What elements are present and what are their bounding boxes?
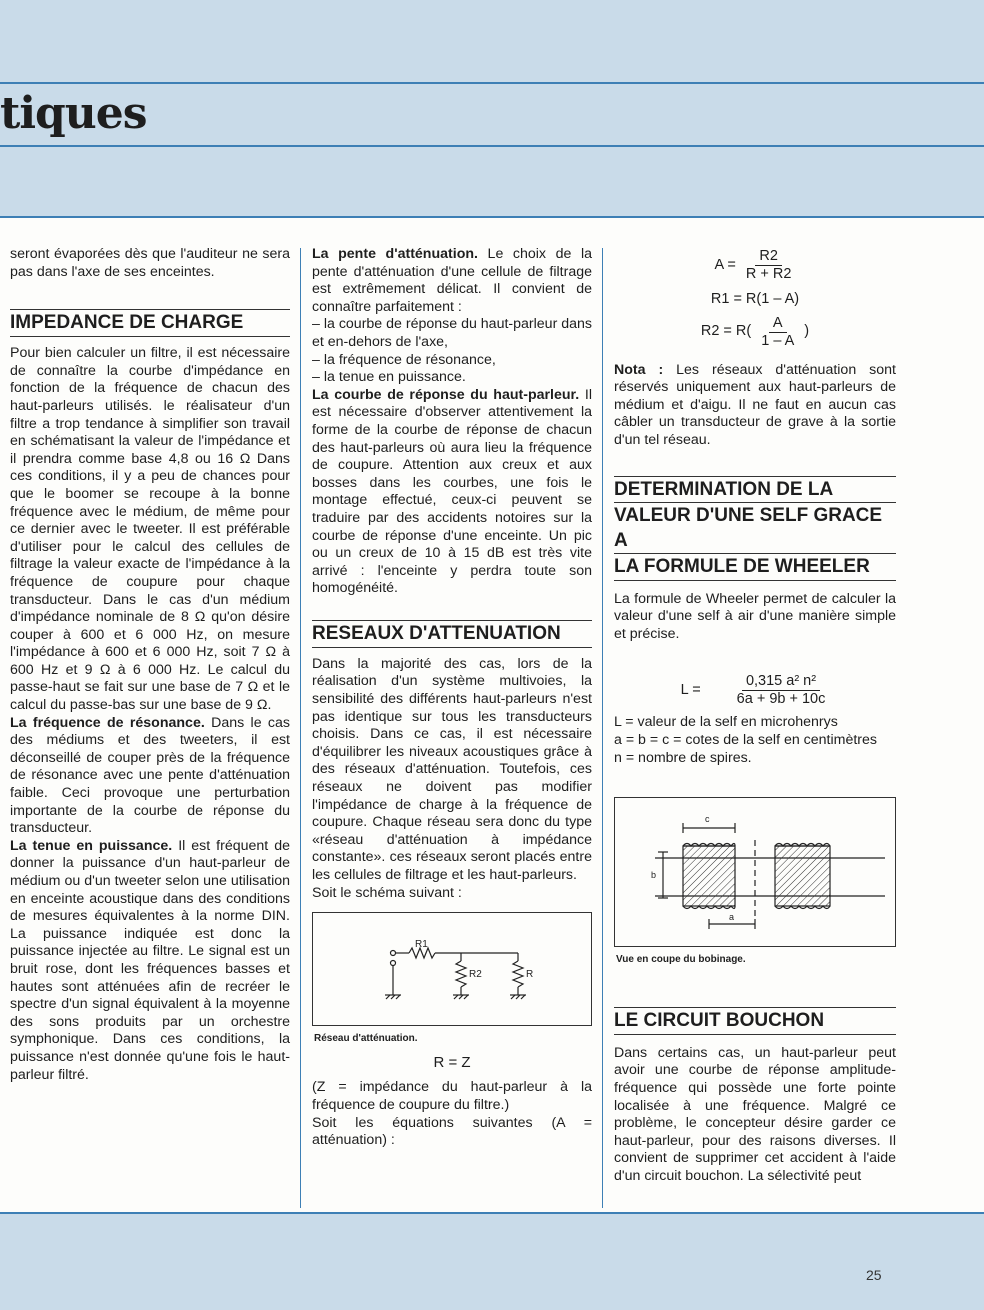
figure-caption-coil: Vue en coupe du bobinage. — [616, 954, 746, 966]
page-number: 25 — [866, 1267, 882, 1283]
equation-r2-numerator: A — [769, 315, 787, 333]
coil-section-figure — [614, 797, 896, 947]
section-heading-line: LA FORMULE DE WHEELER — [614, 555, 870, 577]
header-rule-bottom — [0, 216, 984, 218]
column-3 — [614, 246, 896, 1185]
header-rule-middle — [0, 145, 984, 147]
equation-a-denominator: R + R2 — [745, 266, 792, 282]
lead-pente: La pente d'atténuation. — [312, 246, 478, 262]
section-heading-bouchon: LE CIRCUIT BOUCHON — [614, 1007, 896, 1035]
text-resonance: Dans le cas des médiums et des tweeters, il est déconseillé de couper près de la fréquence de résonance avec une pente d'atténuation faible. Ceci provoque une perturbation importante de la courbe de réponse du transducteur. — [10, 714, 290, 837]
header-rule-top — [0, 82, 984, 84]
equation-r2-rhs: ) — [804, 323, 810, 340]
paragraph-nota — [614, 362, 896, 450]
equation-wheeler-numerator: 0,315 a² n² — [742, 673, 820, 691]
paragraph-bouchon: Dans certains cas, un haut-parleur peut avoir une courbe de réponse amplitude-fréquence qui possède une forte pointe localisée à une fréquence. Malgré ce problème, le concepteur désire garder ce haut-parleur, pour des raisons diverses. Il convient de supprimer cet accident à l'aide d'un circuit bouchon. La sélectivité peut — [614, 1044, 896, 1184]
footer-rule — [0, 1212, 984, 1214]
section-heading-wheeler — [614, 476, 896, 581]
equation-a-fraction — [742, 248, 796, 283]
header-band — [0, 0, 984, 218]
page-title: tiques — [0, 88, 147, 139]
list-item: – la tenue en puissance. — [312, 369, 466, 386]
r-label: R — [526, 969, 534, 981]
definition-abc: a = b = c = cotes de la self en centimètres — [614, 731, 878, 748]
column-2 — [312, 246, 592, 1150]
section-heading-reseaux: RESEAUX D'ATTENUATION — [312, 620, 592, 648]
paragraph-schema: Soit le schéma suivant : — [312, 884, 462, 901]
equation-r2-denominator: 1 – A — [761, 332, 795, 349]
column-separator-1 — [300, 248, 301, 1208]
equation-a — [614, 248, 896, 283]
equation-r2-fraction — [757, 315, 798, 350]
r1-label: R1 — [415, 939, 428, 951]
equation-a-lhs: A = — [714, 256, 736, 273]
attenuation-network-figure — [312, 912, 592, 1026]
attenuation-network-schematic — [313, 913, 591, 1025]
paragraph-z: (Z = impédance du haut-parleur à la fréquence de coupure du filtre.) — [312, 1079, 592, 1113]
section-heading-line: VALEUR D'UNE SELF GRACE A — [614, 503, 896, 554]
equation-r2 — [614, 315, 896, 350]
lead-nota: Nota : — [614, 361, 664, 378]
equation-wheeler-fraction — [733, 673, 830, 708]
coil-dimension-b: b — [651, 870, 657, 881]
text-courbe: Il est nécessaire d'observer attentivement la forme de la courbe de réponse de chacun des haut-parleurs où aura lieu la fréquence de coupure. Attention aux creux et aux bosses dans les courbes, une fois le montage effectué, ceux-ci peuvent se traduire par des accidents notoires sur la courbe de réponse d'une enceinte. Un pic ou un creux de 10 à 15 dB est très vite arrivé : l'enceinte y perdra toute son homogénéité. — [312, 386, 592, 597]
paragraph-equations: Soit les équations suivantes (A = atténuation) : — [312, 1114, 592, 1149]
equation-r1: R1 = R(1 – A) — [710, 291, 800, 307]
column-1 — [10, 246, 290, 1084]
paragraph-puissance — [10, 838, 290, 1084]
lead-resonance: La fréquence de résonance. — [10, 714, 205, 731]
text-nota: Les réseaux d'atténuation sont réservés uniquement aux haut-parleurs de médium et d'aigu. Il ne faut en aucun cas câbler un transducteur de grave à la sortie d'un tel réseau. — [614, 361, 896, 448]
text-puissance: Il est fréquent de donner la puissance d'un haut-parleur de médium ou d'un tweeter selon une utilisation en enceinte acoustique dans des conditions de mesures équivalentes à la norme DIN. La puissance indiquée est donc la puissance injectée au filtre. Le signal est un bruit rose, dont les fréquences basses et hautes sont atténuées afin de recréer le spectre d'un signal équivalent à la moyenne des sons produits par un orchestre symphonique. Dans ces conditions, la puissance n'est donnée qu'une fois le haut-parleur filtré. — [10, 837, 290, 1083]
equation-wheeler — [614, 673, 896, 708]
lead-courbe: La courbe de réponse du haut-parleur. — [312, 386, 580, 403]
lead-puissance: La tenue en puissance. — [10, 837, 173, 854]
figure-caption-attenuation: Réseau d'atténuation. — [314, 1033, 418, 1045]
list-item: – la courbe de réponse du haut-parleur dans et en-dehors de l'axe, — [312, 316, 593, 350]
definition-l: L = valeur de la self en microhenrys — [614, 714, 838, 731]
paragraph-intro: seront évaporées dès que l'auditeur ne sera pas dans l'axe de ses enceintes. — [10, 246, 290, 280]
definition-n: n = nombre de spires. — [614, 749, 752, 766]
r2-label: R2 — [469, 969, 482, 981]
equation-r-z: R = Z — [433, 1053, 471, 1071]
coil-section-drawing — [615, 798, 895, 946]
footer-band — [0, 1214, 984, 1310]
paragraph-courbe — [312, 387, 592, 598]
paragraph-pente — [312, 246, 592, 316]
equation-wheeler-denominator: 6a + 9b + 10c — [736, 691, 826, 708]
coil-dimension-c: c — [705, 814, 710, 825]
paragraph-reseaux: Dans la majorité des cas, lors de la réalisation d'un système multivoies, la sensibilité des différents haut-parleurs n'est pas identique sur tous les transducteurs choisis. Dans ce cas, il est nécessaire d'équilibrer les niveaux acoustiques grâce à des réseaux d'atténuation. Toutefois, ces réseaux ne doivent pas modifier l'impédance de charge à la fréquence de coupure. Chaque réseau sera donc du type «réseau d'atténuation à impédance constante». ces réseaux seront placés entre les cellules de filtrage et les haut-parleurs. — [312, 655, 592, 883]
equation-a-numerator: R2 — [755, 248, 782, 266]
equation-r2-lhs: R2 = R( — [700, 323, 752, 340]
paragraph-impedance: Pour bien calculer un filtre, il est nécessaire de connaître la courbe d'impédance en fonction de la fréquence de chacun des haut-parleurs utilisés. le réalisateur d'un filtre a trop tendance à simplifier son travail en schématisant la valeur de l'impédance et il prendra comme base 4,8 ou 16 Ω Dans ces conditions, il y a peu de chances pour que le boomer se recoupe à la bonne fréquence avec le médium, de même pour ce dernier avec le tweeter. Il est préférable d'utiliser pour le calcul des cellules de filtrage la valeur exacte de l'impédance à la fréquence de coupure pour chaque transducteur. Dans le cas d'un médium d'impédance nominale de 8 Ω qu'on désire couper à 600 et 6 000 Hz, on mesure l'impédance à 600 et 6 000 Hz, soit 7 Ω à 600 Hz et 9 Ω à 6 000 Hz. Le calcul du passe-haut se fait sur une base de 7 Ω et le calcul du passe-bas sur une base de 9 Ω. — [10, 345, 290, 714]
list-item: – la fréquence de résonance, — [312, 351, 496, 368]
coil-dimension-a: a — [729, 912, 735, 923]
section-heading-impedance: IMPEDANCE DE CHARGE — [10, 309, 290, 337]
equation-wheeler-lhs: L = — [680, 682, 701, 699]
text-pente: Le choix de la pente d'atténuation d'une cellule de filtrage est extrêmement délicat. Il convient de connaître parfaitement : — [312, 246, 592, 315]
paragraph-resonance — [10, 715, 290, 838]
paragraph-wheeler: La formule de Wheeler permet de calculer la valeur d'une self à air d'une manière simple et précise. — [614, 590, 896, 642]
section-heading-line: DETERMINATION DE LA — [614, 477, 896, 503]
column-separator-2 — [602, 248, 603, 1208]
